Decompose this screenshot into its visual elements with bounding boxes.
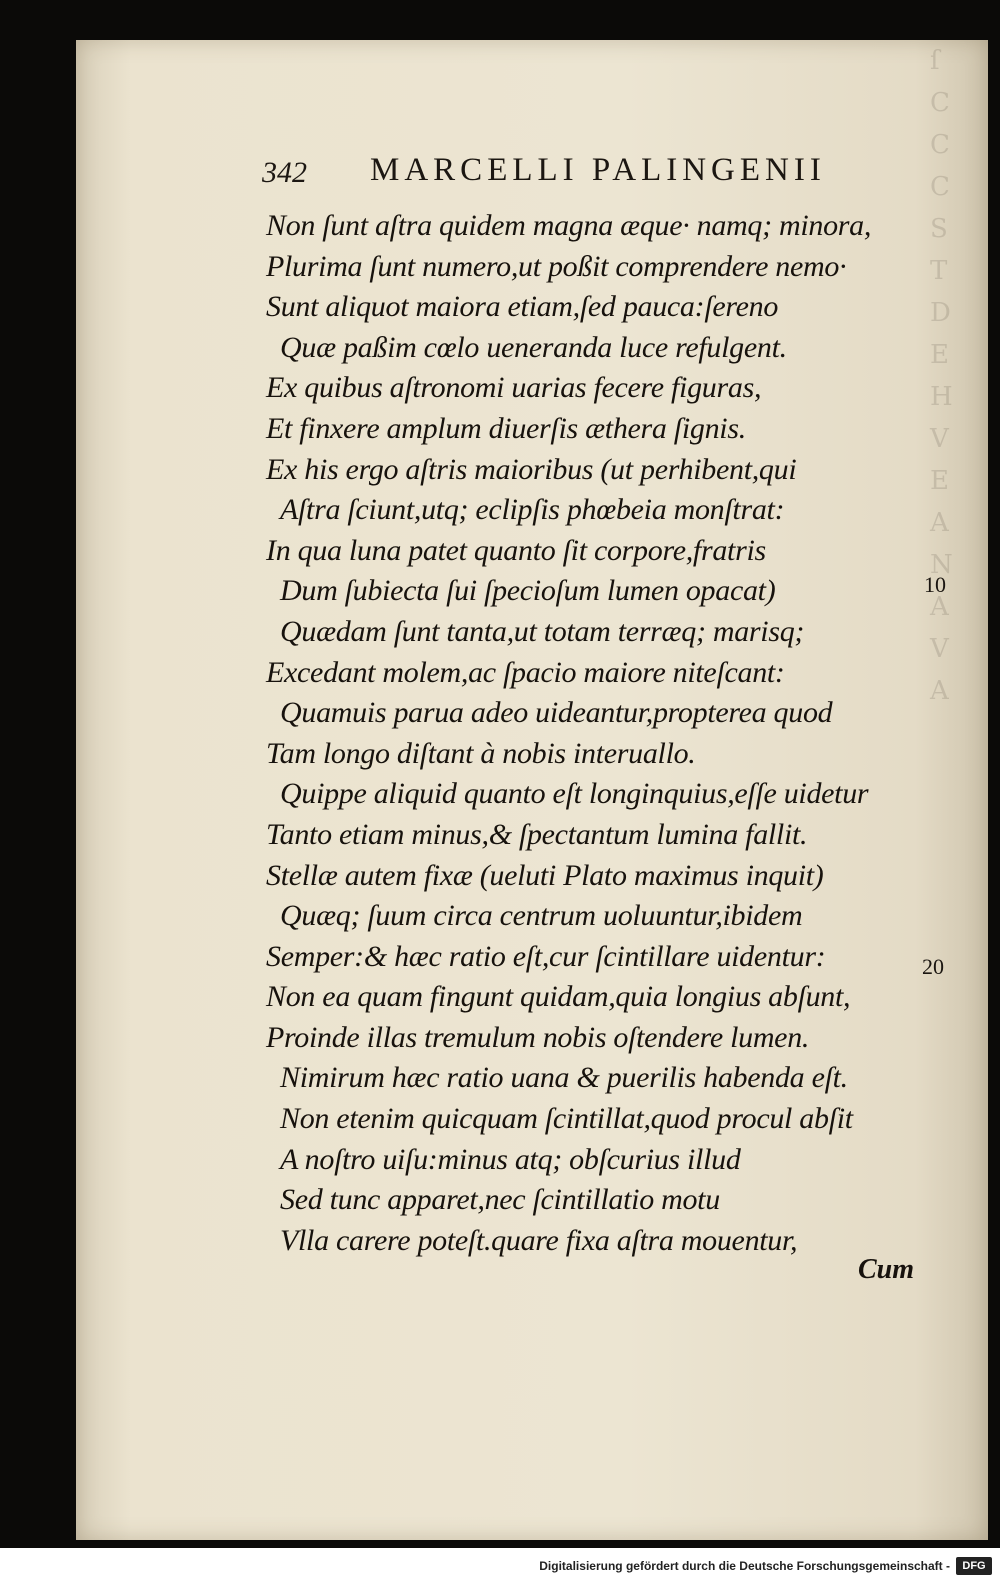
catchword: Cum xyxy=(858,1254,915,1285)
margin-line-number-20: 20 xyxy=(922,954,944,979)
verse-line: Vlla carere poteſt.quare fixa aſtra mouentur, xyxy=(280,1223,798,1257)
verse-line: Sed tunc apparet,nec ſcintillatio motu xyxy=(280,1183,720,1217)
dfg-logo-icon: DFG xyxy=(956,1557,992,1575)
verse-line: A noſtro uiſu:minus atq; obſcurius illud xyxy=(280,1142,741,1176)
verse-line: Tam longo diſtant à nobis interuallo. xyxy=(266,736,696,770)
verse-line: Quamuis parua adeo uideantur,propterea quod xyxy=(280,696,833,730)
verse-line: Non ea quam fingunt quidam,quia longius abſunt, xyxy=(266,980,851,1014)
verse-line: Ex quibus aſtronomi uarias fecere figuras, xyxy=(266,371,762,405)
verse-line: Quippe aliquid quanto eſt longinquius,eſſe uidetur xyxy=(280,777,869,811)
verse-line: In qua luna patet quanto ſit corpore,fratris xyxy=(266,533,766,567)
verse-lines xyxy=(266,206,946,1261)
verse-line: Quæq; ſuum circa centrum uoluuntur,ibidem xyxy=(280,899,803,933)
page-number: 342 xyxy=(262,156,307,189)
verse-line: Proinde illas tremulum nobis oſtendere lumen. xyxy=(266,1020,810,1054)
verse-line: Plurima ſunt numero,ut poßit comprendere nemo· xyxy=(266,249,847,283)
funding-credit: Digitalisierung gefördert durch die Deutsche Forschungsgemeinschaft - xyxy=(539,1559,950,1573)
verse-line: Aſtra ſciunt,utq; eclipſis phœbeia monſtrat: xyxy=(280,493,785,527)
verse-line: Tanto etiam minus,& ſpectantum lumina fallit. xyxy=(266,817,808,851)
verse-line: Ex his ergo aſtris maioribus (ut perhibent,qui xyxy=(266,452,797,486)
verse-line: Et finxere amplum diuerſis æthera ſignis. xyxy=(266,411,746,445)
running-title: MARCELLI PALINGENII xyxy=(370,152,826,188)
verse-line: Quædam ſunt tanta,ut totam terræq; marisq; xyxy=(280,614,805,648)
verse-line: Excedant molem,ac ſpacio maiore niteſcant: xyxy=(266,655,785,689)
margin-line-number-10: 10 xyxy=(924,572,946,597)
footer-bar xyxy=(0,1548,1000,1583)
verse-line: Semper:& hæc ratio eſt,cur ſcintillare uidentur: xyxy=(266,939,826,973)
verse-line: Quæ paßim cœlo ueneranda luce refulgent. xyxy=(280,330,787,364)
verse-line: Stellæ autem fixæ (ueluti Plato maximus inquit) xyxy=(266,858,824,892)
verse-line: Sunt aliquot maiora etiam,ſed pauca:ſereno xyxy=(266,290,779,324)
verse-line: Dum ſubiecta ſui ſpecioſum lumen opacat) xyxy=(280,574,776,608)
page-header xyxy=(262,146,882,196)
verse-line: Non ſunt aſtra quidem magna æque· namq; minora, xyxy=(266,209,872,242)
verse-line: Non etenim quicquam ſcintillat,quod procul abſit xyxy=(280,1102,853,1136)
show-through-text: ſ C C C S T D E H V E A N A V A xyxy=(930,46,953,706)
verse-line: Nimirum hæc ratio uana & puerilis habenda eſt. xyxy=(280,1061,848,1095)
